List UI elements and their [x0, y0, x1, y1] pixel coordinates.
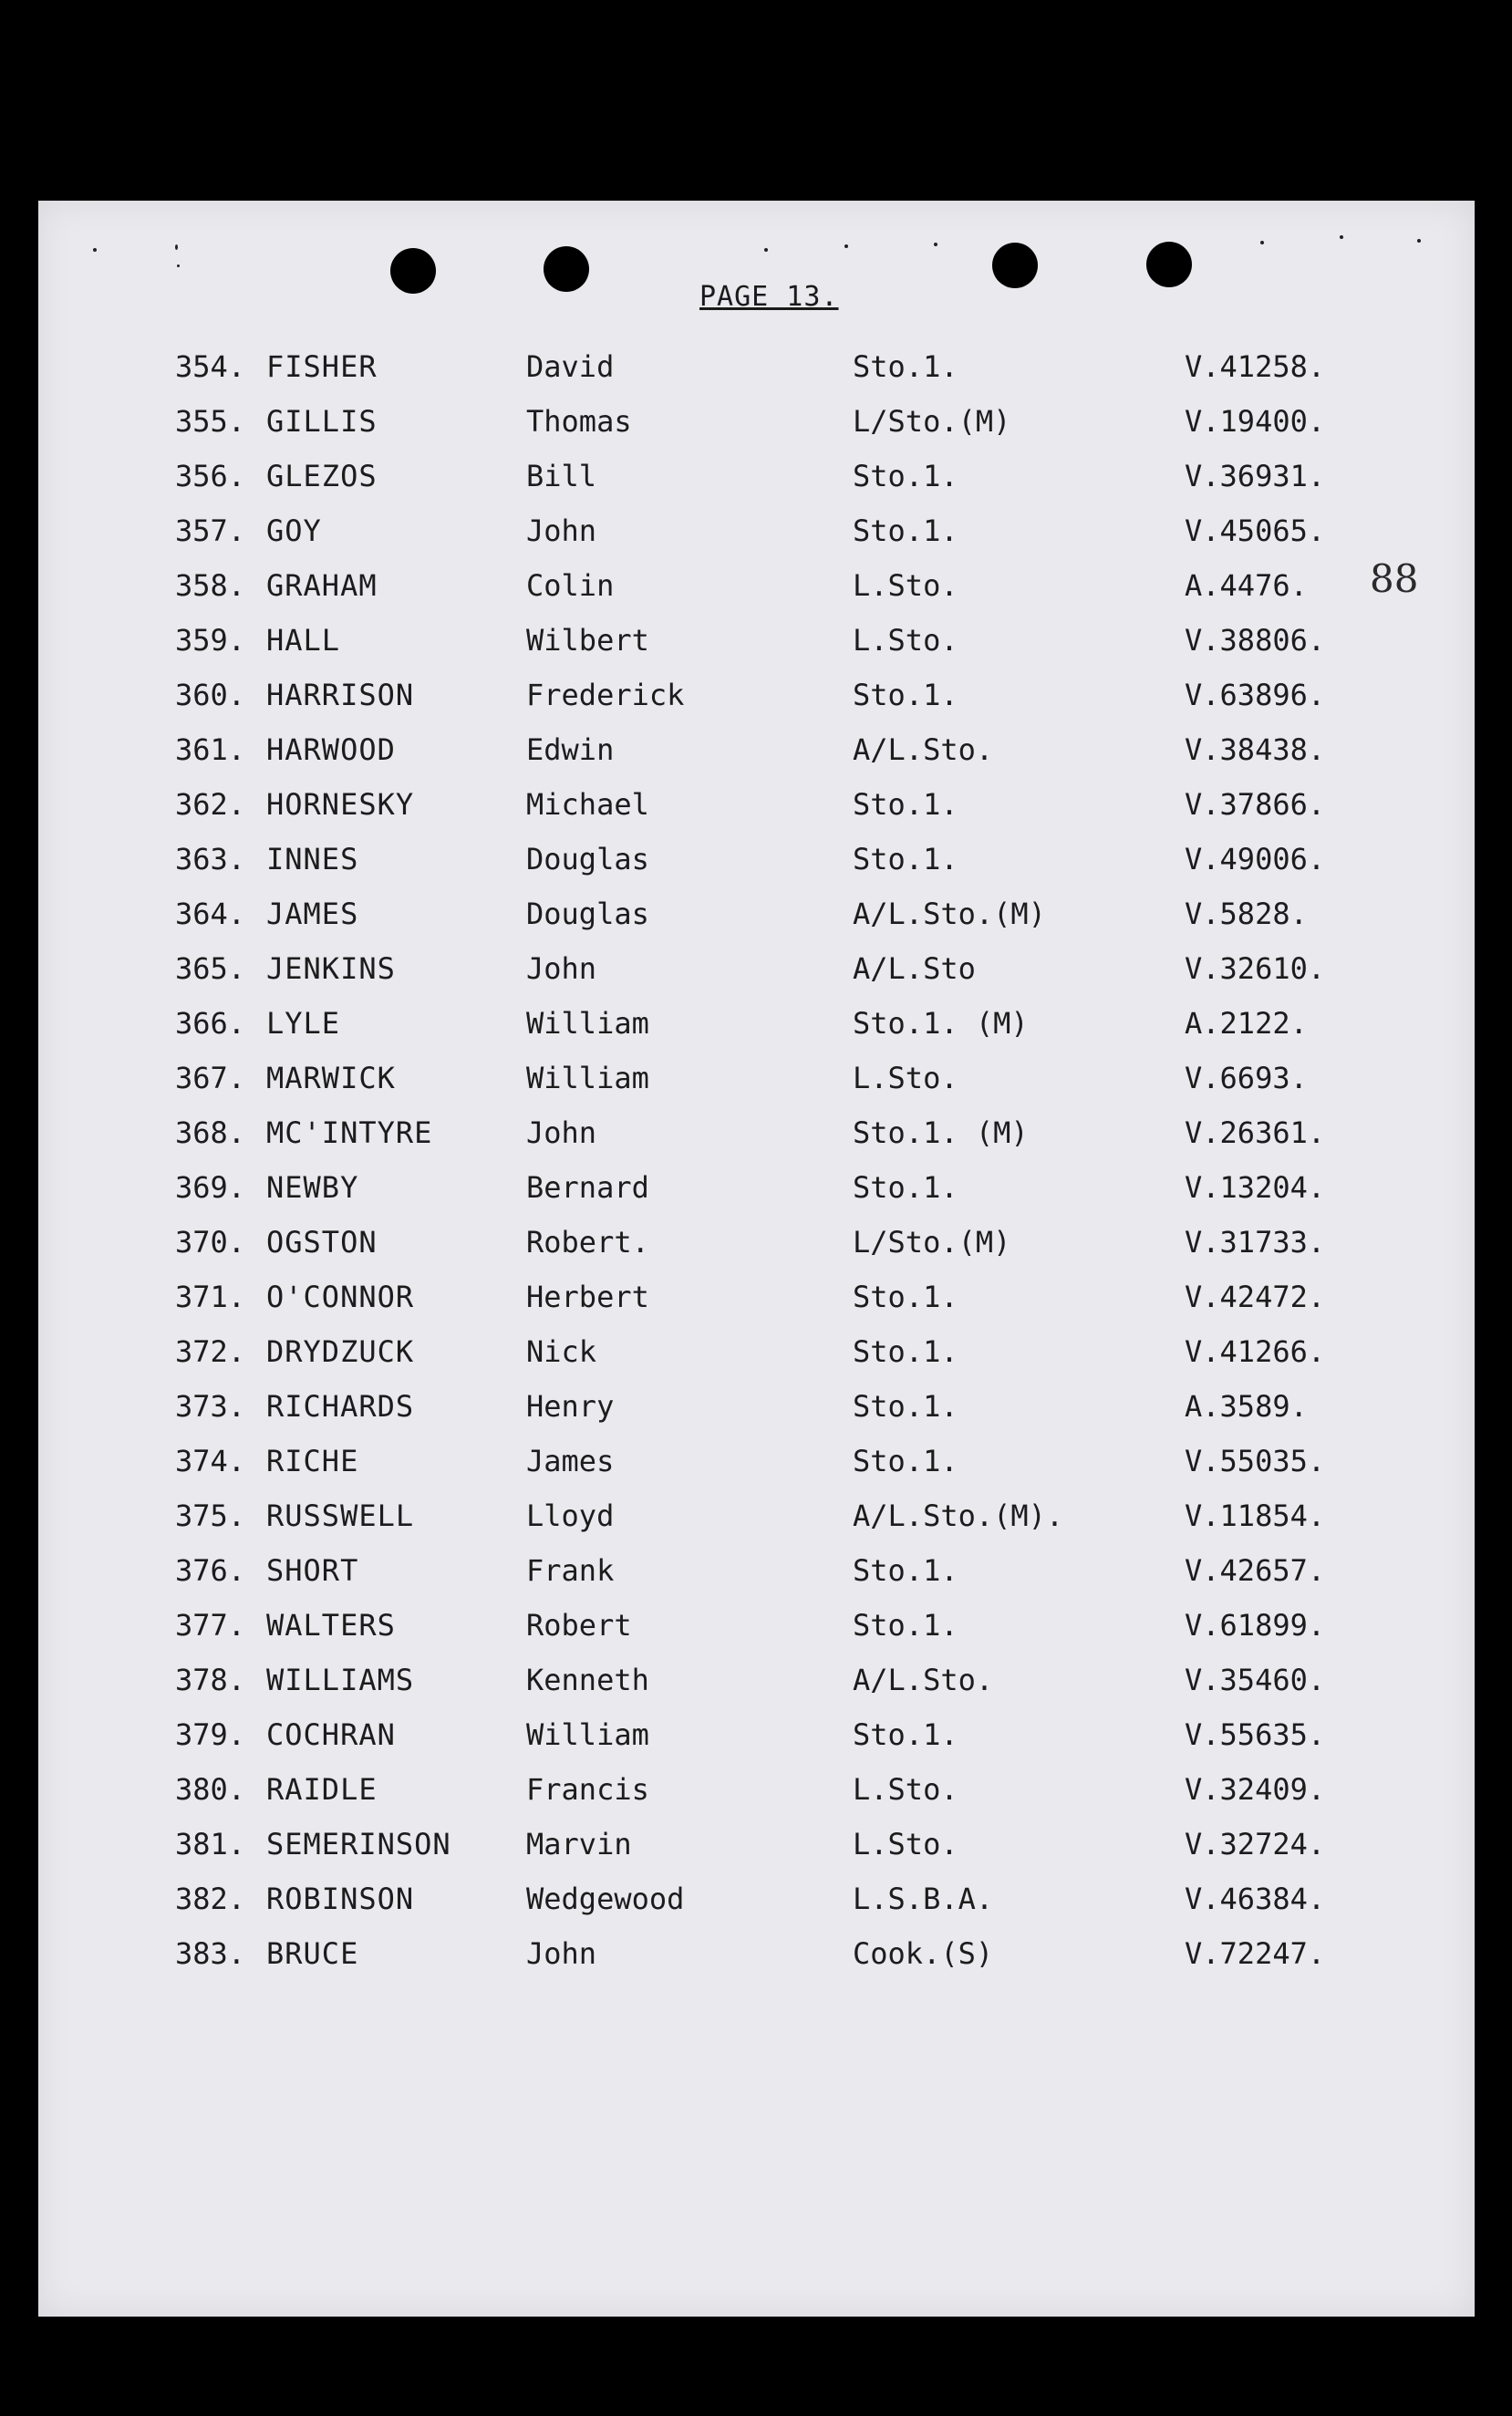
entry-official-number: V.61899. [1185, 1608, 1326, 1643]
entry-number: 366. [175, 1006, 246, 1041]
list-item [38, 1872, 1475, 1926]
list-item [38, 1215, 1475, 1270]
entry-rank: A/L.Sto.(M). [853, 1498, 1064, 1533]
entry-given-name: Douglas [526, 897, 649, 931]
entry-official-number: A.4476. [1185, 568, 1308, 603]
entry-number: 374. [175, 1444, 246, 1478]
entry-given-name: John [526, 513, 597, 548]
list-item [38, 1598, 1475, 1653]
list-item [38, 1707, 1475, 1762]
list-item [38, 394, 1475, 449]
entry-given-name: Edwin [526, 732, 615, 767]
entry-official-number: V.38438. [1185, 732, 1326, 767]
entry-given-name: Frederick [526, 678, 685, 712]
punch-hole [544, 246, 589, 292]
entry-official-number: A.3589. [1185, 1389, 1308, 1424]
list-item [38, 722, 1475, 777]
document-page [38, 201, 1475, 2317]
entry-given-name: Douglas [526, 842, 649, 876]
punch-hole [992, 243, 1038, 288]
entry-given-name: Robert [526, 1608, 632, 1643]
entry-number: 358. [175, 568, 246, 603]
list-item [38, 941, 1475, 996]
entry-number: 355. [175, 404, 246, 439]
entry-number: 379. [175, 1717, 246, 1752]
entry-given-name: Colin [526, 568, 615, 603]
entry-surname: SEMERINSON [266, 1827, 451, 1861]
entry-given-name: William [526, 1717, 649, 1752]
entry-rank: Sto.1. [853, 1444, 958, 1478]
list-item [38, 503, 1475, 558]
list-item [38, 1817, 1475, 1872]
entry-official-number: V.32409. [1185, 1772, 1326, 1807]
entry-rank: Sto.1. [853, 1170, 958, 1205]
entry-given-name: Herbert [526, 1280, 649, 1314]
entry-official-number: V.32724. [1185, 1827, 1326, 1861]
entry-rank: Sto.1. [853, 1608, 958, 1643]
paper-speck [1340, 235, 1343, 239]
entry-official-number: V.19400. [1185, 404, 1326, 439]
entry-number: 363. [175, 842, 246, 876]
entry-surname: O'CONNOR [266, 1280, 415, 1314]
entry-number: 364. [175, 897, 246, 931]
entry-given-name: Kenneth [526, 1663, 649, 1697]
paper-speck [934, 243, 937, 246]
entry-number: 381. [175, 1827, 246, 1861]
entry-given-name: Bernard [526, 1170, 649, 1205]
list-item [38, 558, 1475, 613]
entry-rank: L.Sto. [853, 568, 958, 603]
entry-rank: Sto.1. (M) [853, 1006, 1029, 1041]
entry-number: 359. [175, 623, 246, 658]
entry-rank: Sto.1. [853, 1389, 958, 1424]
entry-rank: Sto.1. [853, 787, 958, 822]
entry-number: 362. [175, 787, 246, 822]
entry-rank: A/L.Sto. [853, 732, 994, 767]
entry-rank: Sto.1. [853, 842, 958, 876]
entry-rank: Cook.(S) [853, 1936, 994, 1971]
list-item [38, 1379, 1475, 1434]
entry-surname: BRUCE [266, 1936, 359, 1971]
entry-number: 369. [175, 1170, 246, 1205]
entry-official-number: V.72247. [1185, 1936, 1326, 1971]
entry-given-name: Nick [526, 1334, 597, 1369]
entry-number: 372. [175, 1334, 246, 1369]
entry-rank: L.Sto. [853, 1061, 958, 1095]
entry-number: 356. [175, 459, 246, 493]
entry-rank: Sto.1. [853, 1717, 958, 1752]
entry-surname: NEWBY [266, 1170, 359, 1205]
entry-surname: MC'INTYRE [266, 1115, 433, 1150]
entry-surname: HARRISON [266, 678, 415, 712]
entry-official-number: V.13204. [1185, 1170, 1326, 1205]
entry-official-number: V.32610. [1185, 951, 1326, 986]
entry-rank: L/Sto.(M) [853, 404, 1011, 439]
list-item [38, 449, 1475, 503]
list-item [38, 1653, 1475, 1707]
entry-surname: JENKINS [266, 951, 396, 986]
entry-surname: INNES [266, 842, 359, 876]
entry-official-number: V.55635. [1185, 1717, 1326, 1752]
entry-number: 365. [175, 951, 246, 986]
entry-official-number: V.38806. [1185, 623, 1326, 658]
entry-rank: Sto.1. [853, 678, 958, 712]
entry-given-name: Marvin [526, 1827, 632, 1861]
entry-number: 377. [175, 1608, 246, 1643]
entry-number: 375. [175, 1498, 246, 1533]
list-item [38, 1324, 1475, 1379]
entry-official-number: V.26361. [1185, 1115, 1326, 1150]
entry-given-name: Frank [526, 1553, 615, 1588]
list-item [38, 668, 1475, 722]
entry-official-number: V.41258. [1185, 349, 1326, 384]
entry-surname: ROBINSON [266, 1882, 415, 1916]
entry-rank: Sto.1. (M) [853, 1115, 1029, 1150]
entry-number: 373. [175, 1389, 246, 1424]
entry-surname: LYLE [266, 1006, 341, 1041]
entry-rank: A/L.Sto [853, 951, 976, 986]
paper-speck [844, 244, 848, 248]
entry-rank: Sto.1. [853, 349, 958, 384]
list-item [38, 1051, 1475, 1105]
entry-surname: HALL [266, 623, 341, 658]
entry-official-number: V.45065. [1185, 513, 1326, 548]
entry-surname: JAMES [266, 897, 359, 931]
list-item [38, 1270, 1475, 1324]
entry-surname: GLEZOS [266, 459, 378, 493]
entry-rank: Sto.1. [853, 1553, 958, 1588]
entry-rank: Sto.1. [853, 1334, 958, 1369]
entry-rank: A/L.Sto. [853, 1663, 994, 1697]
entry-surname: WALTERS [266, 1608, 396, 1643]
entry-number: 370. [175, 1225, 246, 1260]
entry-official-number: V.37866. [1185, 787, 1326, 822]
entry-surname: OGSTON [266, 1225, 378, 1260]
entry-rank: Sto.1. [853, 1280, 958, 1314]
paper-speck [1260, 241, 1264, 244]
entry-official-number: V.31733. [1185, 1225, 1326, 1260]
list-item [38, 1926, 1475, 1981]
entry-rank: L.S.B.A. [853, 1882, 994, 1916]
list-item [38, 613, 1475, 668]
list-item [38, 887, 1475, 941]
entry-rank: Sto.1. [853, 459, 958, 493]
list-item [38, 339, 1475, 394]
personnel-list [38, 339, 1475, 1981]
entry-given-name: Henry [526, 1389, 615, 1424]
entry-surname: COCHRAN [266, 1717, 396, 1752]
entry-rank: L/Sto.(M) [853, 1225, 1011, 1260]
entry-given-name: John [526, 1115, 597, 1150]
entry-rank: Sto.1. [853, 513, 958, 548]
entry-rank: A/L.Sto.(M) [853, 897, 1046, 931]
list-item [38, 1543, 1475, 1598]
list-item [38, 832, 1475, 887]
entry-given-name: John [526, 1936, 597, 1971]
entry-given-name: Michael [526, 787, 649, 822]
paper-speck [175, 244, 178, 250]
entry-official-number: V.49006. [1185, 842, 1326, 876]
margin-note: 88 [1370, 556, 1419, 601]
entry-official-number: V.35460. [1185, 1663, 1326, 1697]
entry-surname: GRAHAM [266, 568, 378, 603]
entry-rank: L.Sto. [853, 1772, 958, 1807]
entry-official-number: V.6693. [1185, 1061, 1308, 1095]
paper-speck [93, 248, 97, 252]
entry-official-number: V.42657. [1185, 1553, 1326, 1588]
entry-surname: WILLIAMS [266, 1663, 415, 1697]
entry-surname: FISHER [266, 349, 378, 384]
entry-given-name: Bill [526, 459, 597, 493]
entry-number: 368. [175, 1115, 246, 1150]
entry-surname: DRYDZUCK [266, 1334, 415, 1369]
entry-given-name: William [526, 1006, 649, 1041]
list-item [38, 1105, 1475, 1160]
entry-surname: MARWICK [266, 1061, 396, 1095]
entry-number: 360. [175, 678, 246, 712]
entry-number: 367. [175, 1061, 246, 1095]
entry-official-number: A.2122. [1185, 1006, 1308, 1041]
paper-speck [764, 248, 768, 252]
entry-surname: RUSSWELL [266, 1498, 415, 1533]
paper-speck [1417, 239, 1421, 243]
entry-surname: HARWOOD [266, 732, 396, 767]
list-item [38, 1160, 1475, 1215]
list-item [38, 996, 1475, 1051]
entry-given-name: William [526, 1061, 649, 1095]
entry-given-name: Robert. [526, 1225, 649, 1260]
list-item [38, 777, 1475, 832]
entry-number: 376. [175, 1553, 246, 1588]
list-item [38, 1434, 1475, 1488]
entry-given-name: James [526, 1444, 615, 1478]
entry-surname: RAIDLE [266, 1772, 378, 1807]
entry-number: 382. [175, 1882, 246, 1916]
entry-given-name: Francis [526, 1772, 649, 1807]
entry-rank: L.Sto. [853, 1827, 958, 1861]
entry-given-name: Wedgewood [526, 1882, 685, 1916]
paper-speck [177, 264, 180, 267]
entry-surname: RICHE [266, 1444, 359, 1478]
entry-official-number: V.46384. [1185, 1882, 1326, 1916]
entry-official-number: V.63896. [1185, 678, 1326, 712]
entry-surname: GILLIS [266, 404, 378, 439]
entry-number: 361. [175, 732, 246, 767]
entry-number: 354. [175, 349, 246, 384]
entry-number: 383. [175, 1936, 246, 1971]
entry-official-number: V.42472. [1185, 1280, 1326, 1314]
entry-official-number: V.36931. [1185, 459, 1326, 493]
entry-surname: SHORT [266, 1553, 359, 1588]
entry-given-name: Lloyd [526, 1498, 615, 1533]
entry-surname: HORNESKY [266, 787, 415, 822]
entry-official-number: V.5828. [1185, 897, 1308, 931]
entry-number: 378. [175, 1663, 246, 1697]
entry-official-number: V.41266. [1185, 1334, 1326, 1369]
entry-surname: GOY [266, 513, 322, 548]
entry-number: 357. [175, 513, 246, 548]
punch-hole [390, 248, 436, 294]
entry-given-name: David [526, 349, 615, 384]
entry-rank: L.Sto. [853, 623, 958, 658]
entry-number: 380. [175, 1772, 246, 1807]
punch-hole [1146, 242, 1192, 287]
entry-number: 371. [175, 1280, 246, 1314]
entry-official-number: V.11854. [1185, 1498, 1326, 1533]
list-item [38, 1762, 1475, 1817]
entry-given-name: John [526, 951, 597, 986]
page-title: PAGE 13. [699, 281, 839, 313]
entry-given-name: Thomas [526, 404, 632, 439]
entry-surname: RICHARDS [266, 1389, 415, 1424]
entry-official-number: V.55035. [1185, 1444, 1326, 1478]
entry-given-name: Wilbert [526, 623, 649, 658]
list-item [38, 1488, 1475, 1543]
